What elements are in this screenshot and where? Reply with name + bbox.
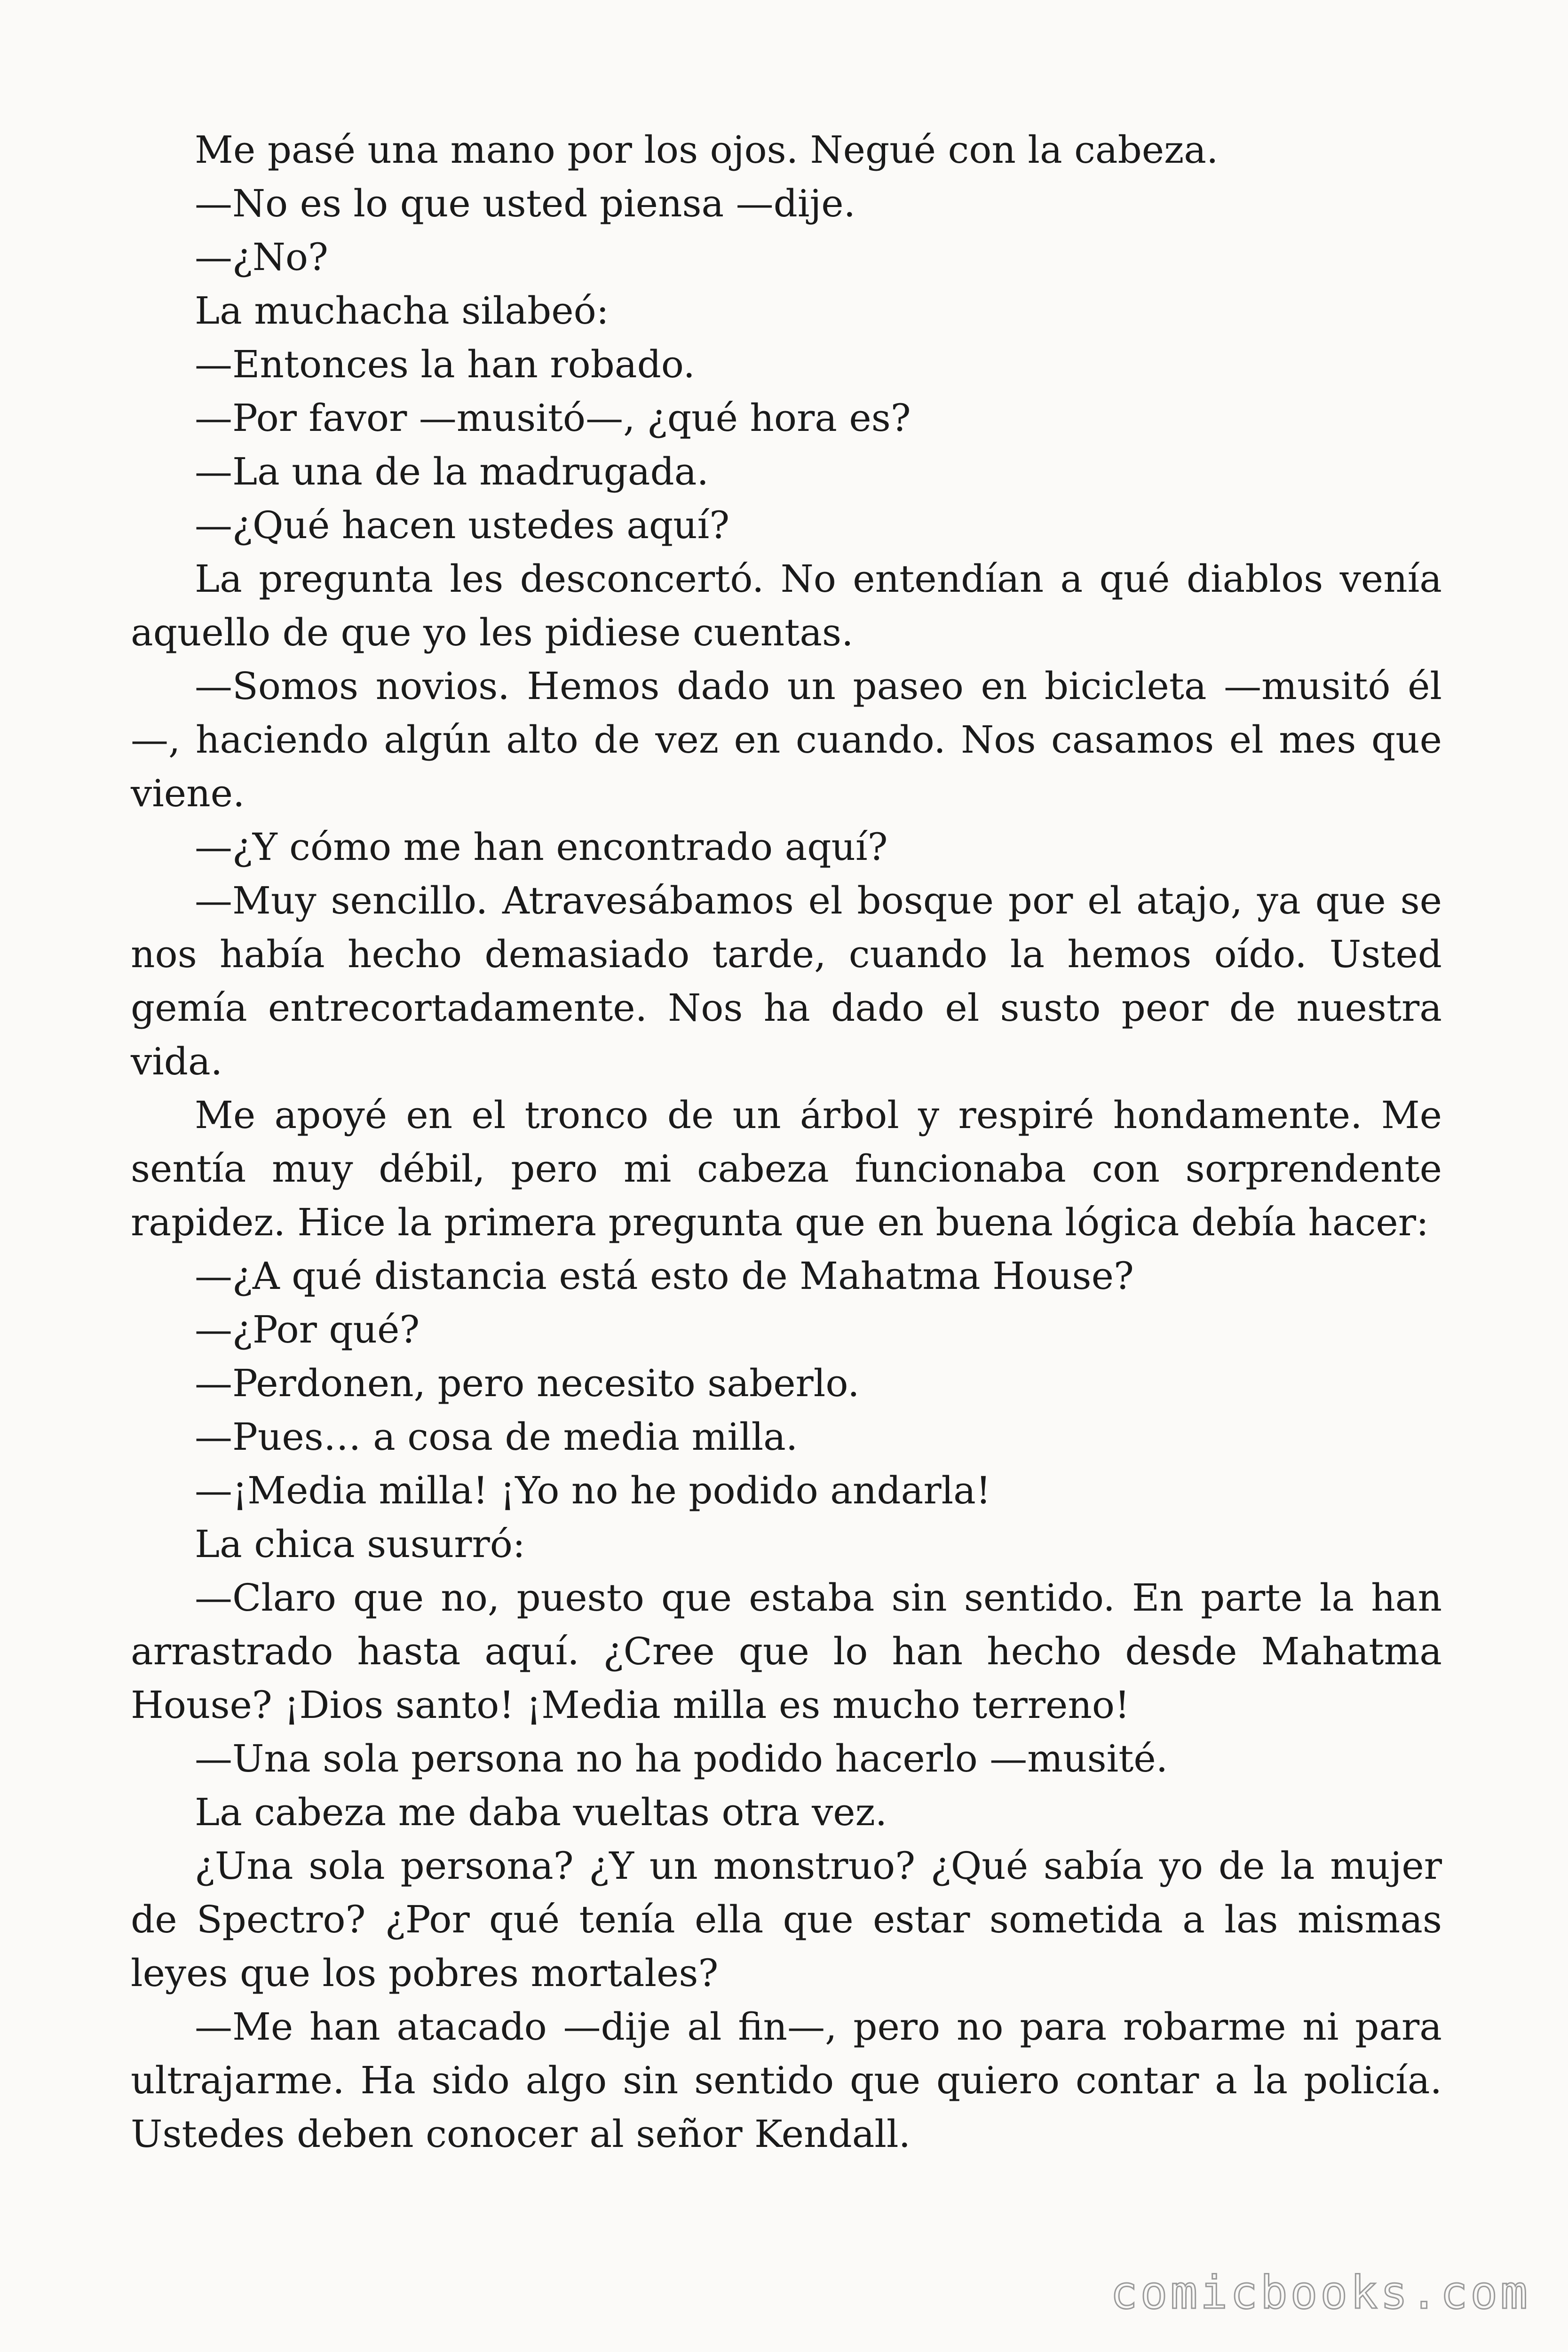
body-text [131, 123, 1442, 2161]
paragraph: —Por favor —musitó—, ¿qué hora es? [195, 396, 911, 440]
paragraph: La cabeza me daba vueltas otra vez. [195, 1790, 887, 1834]
paragraph: —No es lo que usted piensa —dije. [195, 182, 856, 225]
paragraph: —Me han atacado —dije al fin—, pero no para robarme ni para ultrajarme. Ha sido algo sin sentido que quiero contar a la policía. Ustedes deben conocer al señor Kendall. [131, 2005, 1442, 2156]
paragraph: —Pues… a cosa de media milla. [195, 1415, 798, 1459]
paragraph: —Muy sencillo. Atravesábamos el bosque por el atajo, ya que se nos había hecho demasiado tarde, cuando la hemos oído. Usted gemía entrecortadamente. Nos ha dado el susto peor de nuestra vida. [131, 879, 1442, 1083]
paragraph: —Una sola persona no ha podido hacerlo —musité. [195, 1737, 1168, 1780]
paragraph: La pregunta les desconcertó. No entendían a qué diablos venía aquello de que yo les pidiese cuentas. [131, 557, 1442, 654]
paragraph: ¿Una sola persona? ¿Y un monstruo? ¿Qué sabía yo de la mujer de Spectro? ¿Por qué tenía ella que estar sometida a las mismas leyes que los pobres mortales? [131, 1844, 1442, 1995]
paragraph: —¿Y cómo me han encontrado aquí? [195, 825, 888, 869]
watermark: comicbooks.com [1110, 2266, 1530, 2319]
paragraph: La muchacha silabeó: [195, 289, 609, 333]
paragraph: —La una de la madrugada. [195, 450, 709, 493]
paragraph: —Entonces la han robado. [195, 342, 695, 386]
paragraph: —¿A qué distancia está esto de Mahatma House? [195, 1254, 1134, 1298]
paragraph: —¿Qué hacen ustedes aquí? [195, 503, 730, 547]
paragraph: —Somos novios. Hemos dado un paseo en bicicleta —musitó él —, haciendo algún alto de vez en cuando. Nos casamos el mes que viene. [131, 664, 1442, 815]
paragraph: Me apoyé en el tronco de un árbol y respiré hondamente. Me sentía muy débil, pero mi cabeza funcionaba con sorprendente rapidez. Hice la primera pregunta que en buena lógica debía hacer: [131, 1093, 1442, 1244]
paragraph: —¿Por qué? [195, 1308, 420, 1351]
paragraph: —¿No? [195, 235, 328, 279]
paragraph: Me pasé una mano por los ojos. Negué con la cabeza. [195, 128, 1219, 172]
paragraph: —Perdonen, pero necesito saberlo. [195, 1361, 860, 1405]
paragraph: La chica susurró: [195, 1522, 525, 1566]
paragraph: —Claro que no, puesto que estaba sin sentido. En parte la han arrastrado hasta aquí. ¿Cree que lo han hecho desde Mahatma House? ¡Dios santo! ¡Media milla es mucho terreno! [131, 1576, 1442, 1727]
paragraph: —¡Media milla! ¡Yo no he podido andarla! [195, 1469, 991, 1512]
